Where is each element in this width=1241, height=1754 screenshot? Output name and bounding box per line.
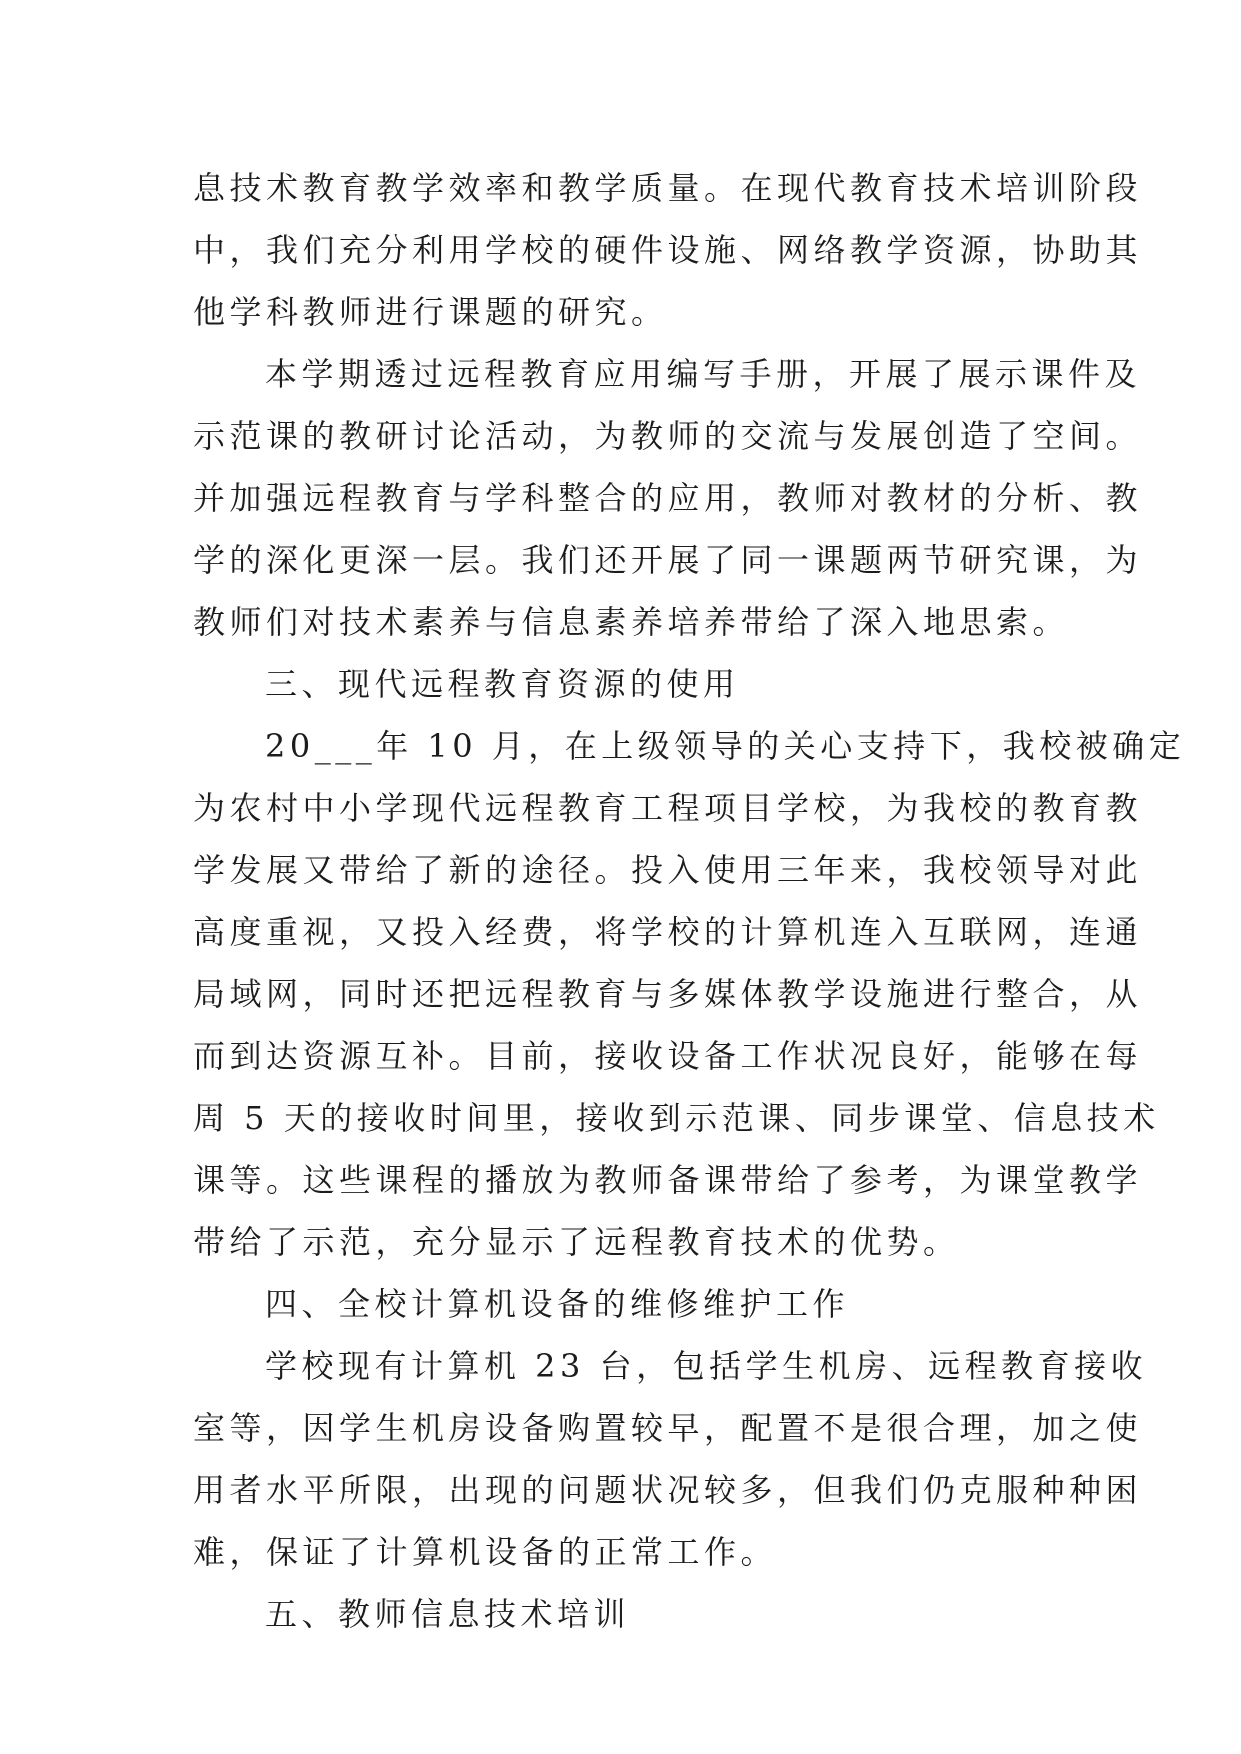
text-line: 课等。这些课程的播放为教师备课带给了参考，为课堂教学 [193, 1161, 1143, 1199]
paragraph-start-line: 学校现有计算机 23 台，包括学生机房、远程教育接收 [265, 1347, 1148, 1385]
text-line: 带给了示范，充分显示了远程教育技术的优势。 [193, 1223, 960, 1261]
text-line: 局域网，同时还把远程教育与多媒体教学设施进行整合，从 [193, 975, 1143, 1013]
text-line: 示范课的教研讨论活动，为教师的交流与发展创造了空间。 [193, 417, 1143, 455]
text-line: 息技术教育教学效率和教学质量。在现代教育技术培训阶段 [193, 169, 1143, 207]
paragraph-start-line: 20___年 10 月，在上级领导的关心支持下，我校被确定 [265, 727, 1186, 765]
document-body [193, 157, 1186, 1645]
paragraph-start-line: 本学期透过远程教育应用编写手册，开展了展示课件及 [265, 355, 1142, 393]
text-line: 并加强远程教育与学科整合的应用，教师对教材的分析、教 [193, 479, 1143, 517]
text-line: 他学科教师进行课题的研究。 [193, 293, 668, 331]
text-line: 周 5 天的接收时间里，接收到示范课、同步课堂、信息技术 [193, 1099, 1160, 1137]
text-line: 学发展又带给了新的途径。投入使用三年来，我校领导对此 [193, 851, 1143, 889]
text-line: 高度重视，又投入经费，将学校的计算机连入互联网，连通 [193, 913, 1143, 951]
text-line: 用者水平所限，出现的问题状况较多，但我们仍克服种种困 [193, 1471, 1143, 1509]
text-line: 而到达资源互补。目前，接收设备工作状况良好，能够在每 [193, 1037, 1143, 1075]
text-line: 学的深化更深一层。我们还开展了同一课题两节研究课，为 [193, 541, 1143, 579]
paragraph-start-line: 三、现代远程教育资源的使用 [265, 665, 740, 703]
paragraph-start-line: 四、全校计算机设备的维修维护工作 [265, 1285, 850, 1323]
text-line: 中，我们充分利用学校的硬件设施、网络教学资源，协助其 [193, 231, 1143, 269]
paragraph-start-line: 五、教师信息技术培训 [265, 1595, 631, 1633]
text-line: 难，保证了计算机设备的正常工作。 [193, 1533, 778, 1571]
text-line: 教师们对技术素养与信息素养培养带给了深入地思索。 [193, 603, 1070, 641]
text-line: 为农村中小学现代远程教育工程项目学校，为我校的教育教 [193, 789, 1143, 827]
text-line: 室等，因学生机房设备购置较早，配置不是很合理，加之使 [193, 1409, 1143, 1447]
